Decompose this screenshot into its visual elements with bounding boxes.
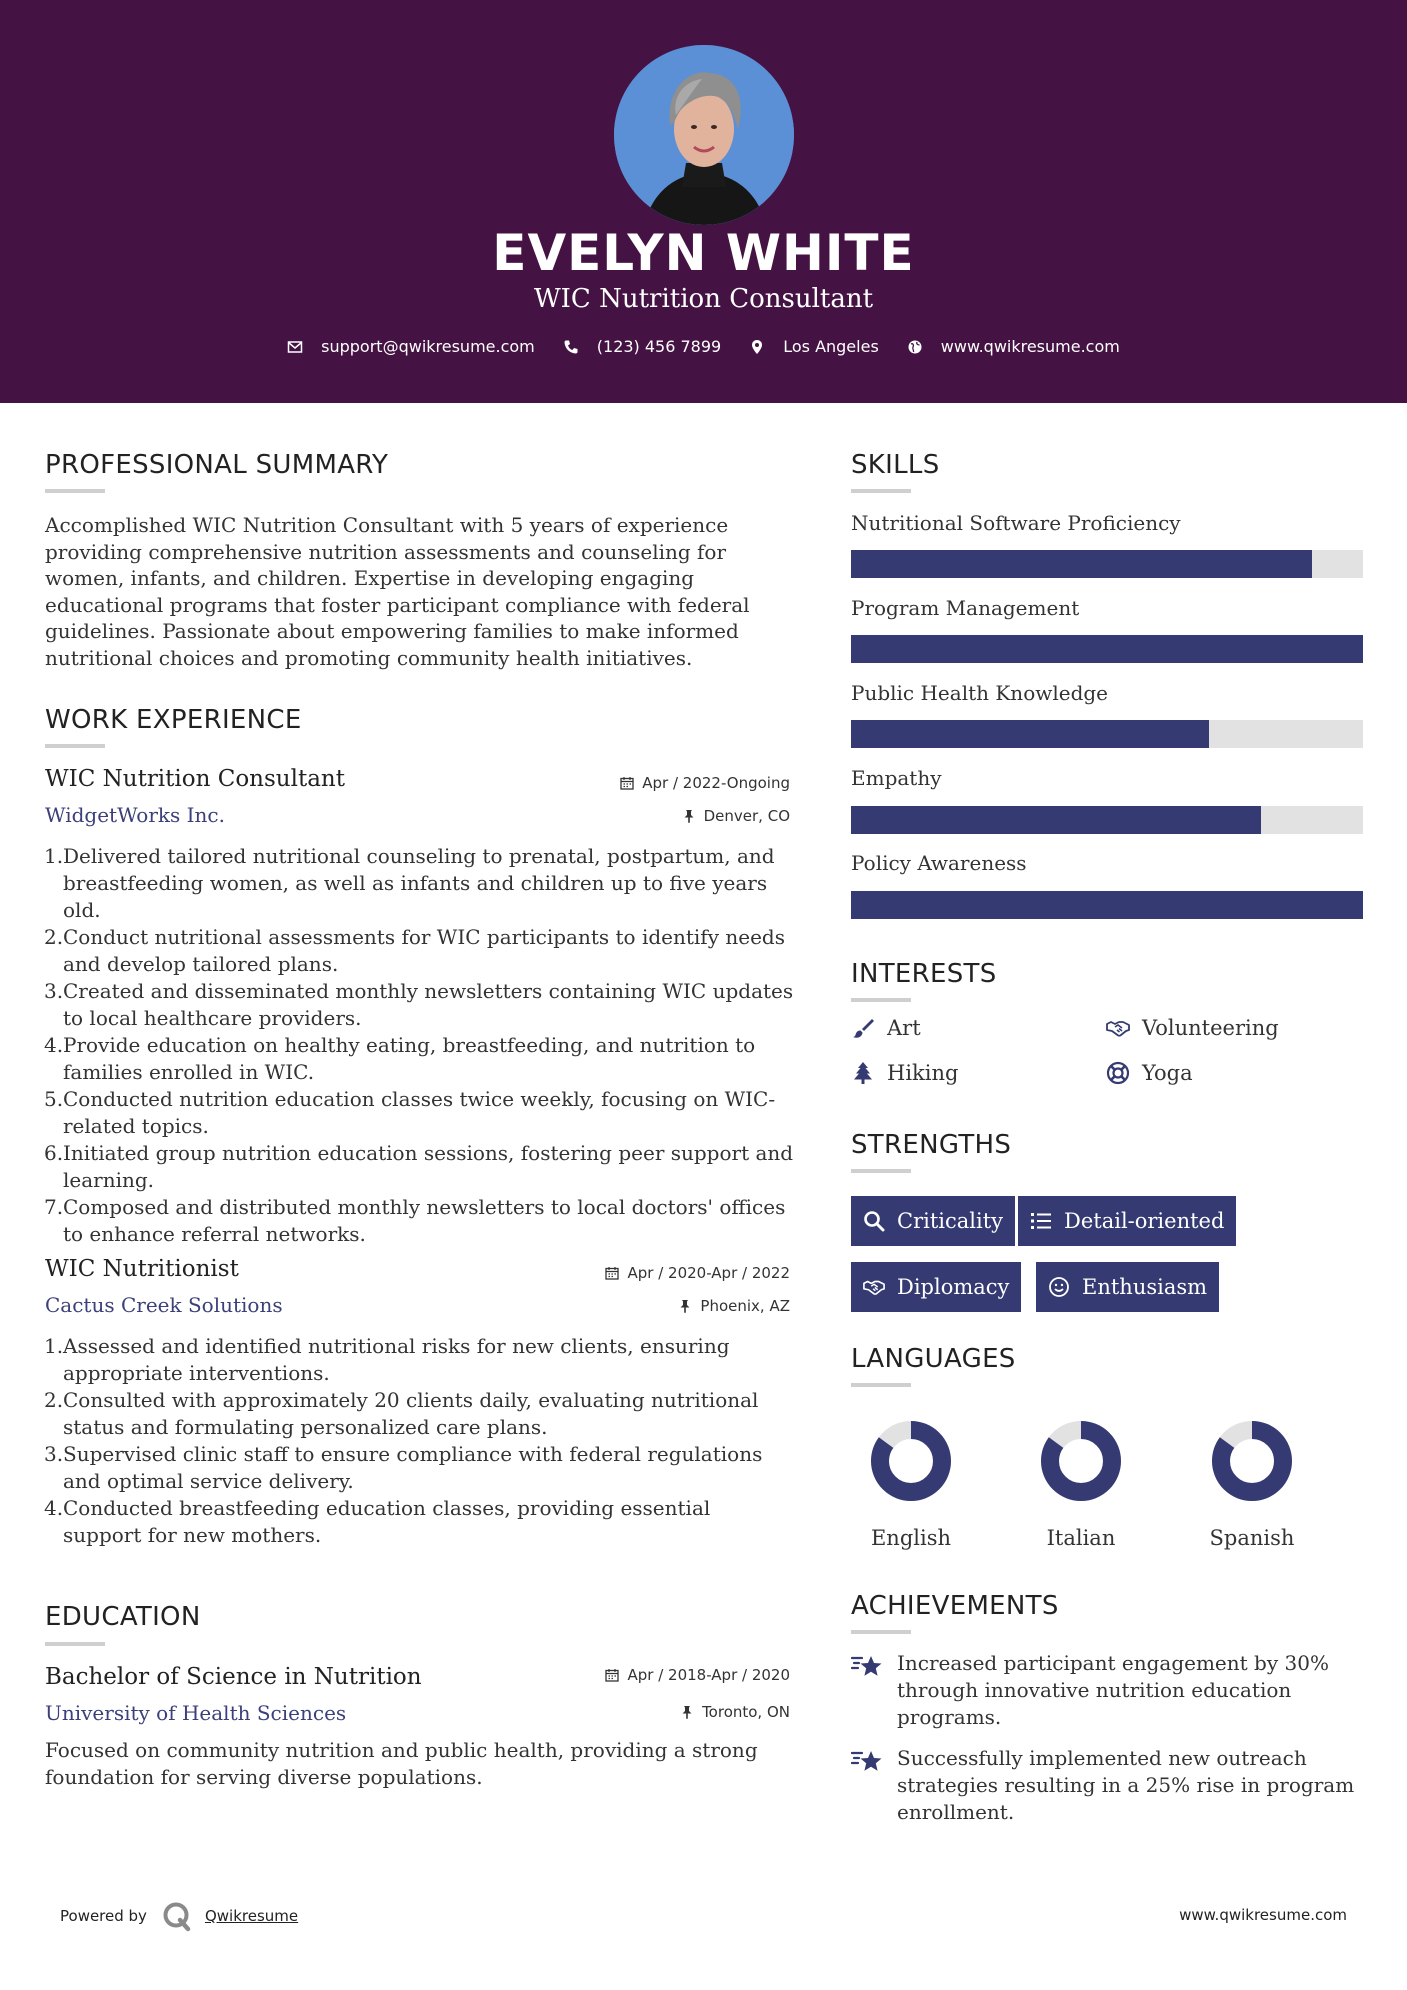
skill-bar [851, 720, 1363, 748]
resume-header [0, 0, 1407, 403]
contact-email-text: support@qwikresume.com [321, 337, 535, 356]
languages-heading: LANGUAGES [851, 1344, 1016, 1374]
job-1-responsibilities [45, 843, 795, 1248]
list-item-text: Created and disseminated monthly newsletters containing WIC updates to local healthcare providers. [63, 979, 794, 1030]
interest-label: Art [887, 1016, 921, 1040]
skills-heading-underline [851, 489, 911, 493]
job-2-company: Cactus Creek Solutions [45, 1293, 283, 1317]
strengths-heading-underline [851, 1169, 911, 1173]
list-item: 4. Conducted breastfeeding education classes, providing essential support for new mothers. [44, 1496, 711, 1547]
strength-label: Criticality [897, 1209, 1003, 1233]
footer-url[interactable]: www.qwikresume.com [1179, 1906, 1347, 1924]
portrait-illustration [614, 45, 794, 225]
strength-badge-detail-oriented [1018, 1196, 1236, 1246]
job-1-title: WIC Nutrition Consultant [45, 766, 345, 792]
education-heading: EDUCATION [45, 1602, 201, 1632]
handshake-icon [1106, 1016, 1130, 1040]
job-1-dates [620, 774, 790, 792]
interest-label: Volunteering [1142, 1016, 1279, 1040]
search-icon [863, 1210, 885, 1232]
handshake-icon [863, 1276, 885, 1298]
footer-powered-by [60, 1900, 298, 1932]
interest-volunteering [1106, 1016, 1279, 1040]
list-item-text: Conducted breastfeeding education classes, providing essential support for new mothers. [63, 1496, 711, 1547]
contact-website-text: www.qwikresume.com [940, 337, 1120, 356]
shooting-star-icon [851, 1745, 883, 1777]
contact-location-text: Los Angeles [783, 337, 879, 356]
list-item: 2. Conduct nutritional assessments for WIC participants to identify needs and develop tailored plans. [44, 925, 785, 976]
education-dates [605, 1666, 790, 1684]
interests-heading-underline [851, 998, 911, 1002]
list-item: 6. Initiated group nutrition education sessions, fostering peer support and learning. [44, 1141, 794, 1192]
strengths-heading: STRENGTHS [851, 1130, 1012, 1160]
calendar-icon [620, 776, 634, 790]
list-item-text: Assessed and identified nutritional risks for new clients, ensuring appropriate interventions. [63, 1334, 730, 1385]
pushpin-icon [682, 809, 696, 823]
language-donut [868, 1418, 954, 1504]
skill-bar [851, 635, 1363, 663]
skill-label: Nutritional Software Proficiency [851, 511, 1181, 535]
paintbrush-icon [851, 1016, 875, 1040]
skill-bar-fill [851, 550, 1312, 578]
skill-bar [851, 550, 1363, 578]
achievement-item [851, 1650, 1371, 1731]
list-item-text: Provide education on healthy eating, breastfeeding, and nutrition to families enrolled in WIC. [63, 1033, 756, 1084]
achievements-heading: ACHIEVEMENTS [851, 1591, 1059, 1621]
list-icon [1030, 1210, 1052, 1232]
lifebuoy-icon [1106, 1061, 1130, 1085]
skill-label: Public Health Knowledge [851, 681, 1109, 705]
job-2-title: WIC Nutritionist [45, 1256, 239, 1282]
interest-art [851, 1016, 921, 1040]
list-item-text: Delivered tailored nutritional counseling to prenatal, postpartum, and breastfeeding women, as well as infants and children up to five years old. [63, 844, 775, 922]
list-item: 7. Composed and distributed monthly newsletters to local doctors' offices to enhance referral networks. [44, 1195, 786, 1246]
contact-bar [0, 337, 1407, 356]
pushpin-icon [680, 1705, 694, 1719]
interest-yoga [1106, 1061, 1193, 1085]
job-2-location-text: Phoenix, AZ [700, 1297, 790, 1315]
contact-location [749, 337, 879, 356]
job-2-responsibilities [45, 1333, 795, 1549]
skill-bar-fill [851, 891, 1363, 919]
list-item-text: Consulted with approximately 20 clients daily, evaluating nutritional status and formulating personalized care plans. [63, 1388, 759, 1439]
strength-badge-enthusiasm [1036, 1262, 1219, 1312]
phone-icon [563, 339, 579, 355]
shooting-star-icon [851, 1650, 883, 1682]
skill-bar [851, 891, 1363, 919]
experience-heading: WORK EXPERIENCE [45, 705, 302, 735]
list-item-text: Initiated group nutrition education sessions, fostering peer support and learning. [63, 1141, 794, 1192]
list-item: 1. Delivered tailored nutritional counseling to prenatal, postpartum, and breastfeeding women, as well as infants and children up to five years old. [44, 844, 775, 922]
language-italian [1021, 1418, 1141, 1550]
contact-website[interactable] [907, 337, 1120, 356]
calendar-icon [605, 1266, 619, 1280]
achievement-text: Increased participant engagement by 30% through innovative nutrition education programs. [897, 1651, 1329, 1729]
education-heading-underline [45, 1642, 105, 1646]
language-label: English [870, 1526, 952, 1550]
skill-label: Program Management [851, 596, 1080, 620]
education-location [680, 1703, 790, 1721]
job-1-location-text: Denver, CO [703, 807, 790, 825]
achievement-item [851, 1745, 1371, 1826]
skill-bar [851, 806, 1363, 834]
job-1-location [682, 807, 790, 825]
strength-label: Enthusiasm [1082, 1275, 1208, 1299]
skill-label: Policy Awareness [851, 851, 1027, 875]
list-item-text: Supervised clinic staff to ensure compliance with federal regulations and optimal service delivery. [63, 1442, 763, 1493]
tree-icon [851, 1061, 875, 1085]
summary-heading-underline [45, 489, 105, 493]
strength-label: Detail-oriented [1064, 1209, 1225, 1233]
skill-label: Empathy [851, 766, 942, 790]
job-2-dates [605, 1264, 790, 1282]
list-item: 3. Supervised clinic staff to ensure compliance with federal regulations and optimal service delivery. [44, 1442, 763, 1493]
interest-hiking [851, 1061, 958, 1085]
list-item-text: Conducted nutrition education classes twice weekly, focusing on WIC-related topics. [63, 1087, 776, 1138]
smile-icon [1048, 1276, 1070, 1298]
interest-label: Hiking [887, 1061, 959, 1085]
summary-heading: PROFESSIONAL SUMMARY [45, 450, 389, 480]
list-item: 2. Consulted with approximately 20 clients daily, evaluating nutritional status and formulating personalized care plans. [44, 1388, 759, 1439]
qwikresume-logo-icon [161, 1900, 193, 1932]
achievement-text: Successfully implemented new outreach strategies resulting in a 25% rise in program enrollment. [897, 1746, 1355, 1824]
list-item: 4. Provide education on healthy eating, breastfeeding, and nutrition to families enrolled in WIC. [44, 1033, 756, 1084]
skills-heading: SKILLS [851, 450, 940, 480]
contact-phone[interactable] [563, 337, 721, 356]
summary-text: Accomplished WIC Nutrition Consultant with 5 years of experience providing comprehensive nutrition assessments and counseling for women, infants, and children. Expertise in developing engaging educational programs that foster participant compliance with federal guidelines. Passionate about empowering families to make informed nutritional choices and promoting community health initiatives. [45, 513, 750, 670]
language-label: Spanish [1209, 1526, 1295, 1550]
envelope-icon [287, 339, 303, 355]
pushpin-icon [678, 1299, 692, 1313]
contact-phone-text: (123) 456 7899 [596, 337, 722, 356]
job-1-dates-text: Apr / 2022-Ongoing [642, 774, 790, 792]
education-dates-text: Apr / 2018-Apr / 2020 [627, 1666, 790, 1684]
language-label: Italian [1046, 1526, 1116, 1550]
interest-label: Yoga [1142, 1061, 1193, 1085]
skill-bar-fill [851, 720, 1209, 748]
candidate-name: EVELYN WHITE [492, 224, 915, 282]
job-2-dates-text: Apr / 2020-Apr / 2022 [627, 1264, 790, 1282]
job-2-location [678, 1297, 790, 1315]
languages-heading-underline [851, 1383, 911, 1387]
achievements-heading-underline [851, 1630, 911, 1634]
education-location-text: Toronto, ON [702, 1703, 790, 1721]
education-degree: Bachelor of Science in Nutrition [45, 1664, 422, 1690]
profile-photo [614, 45, 794, 225]
strength-label: Diplomacy [897, 1275, 1010, 1299]
experience-heading-underline [45, 744, 105, 748]
strength-badge-criticality [851, 1196, 1015, 1246]
qwikresume-link[interactable]: Qwikresume [204, 1907, 299, 1925]
calendar-icon [605, 1668, 619, 1682]
globe-icon [907, 339, 923, 355]
powered-by-label: Powered by [60, 1907, 147, 1925]
list-item: 1. Assessed and identified nutritional risks for new clients, ensuring appropriate interventions. [44, 1334, 730, 1385]
list-item-text: Composed and distributed monthly newsletters to local doctors' offices to enhance referral networks. [63, 1195, 786, 1246]
contact-email[interactable] [287, 337, 535, 356]
candidate-title: WIC Nutrition Consultant [533, 284, 874, 314]
list-item-text: Conduct nutritional assessments for WIC participants to identify needs and develop tailored plans. [63, 925, 785, 976]
language-spanish [1192, 1418, 1312, 1550]
list-item: 5. Conducted nutrition education classes twice weekly, focusing on WIC-related topics. [44, 1087, 776, 1138]
job-1-company: WidgetWorks Inc. [45, 803, 225, 827]
education-description: Focused on community nutrition and public health, providing a strong foundation for serving diverse populations. [45, 1738, 758, 1789]
language-donut [1038, 1418, 1124, 1504]
skill-bar-fill [851, 635, 1363, 663]
language-donut [1209, 1418, 1295, 1504]
strength-badge-diplomacy [851, 1262, 1021, 1312]
education-school: University of Health Sciences [45, 1701, 347, 1725]
skill-bar-fill [851, 806, 1261, 834]
language-english [851, 1418, 971, 1550]
list-item: 3. Created and disseminated monthly newsletters containing WIC updates to local healthcare providers. [44, 979, 794, 1030]
map-pin-icon [749, 339, 765, 355]
interests-heading: INTERESTS [851, 959, 997, 989]
